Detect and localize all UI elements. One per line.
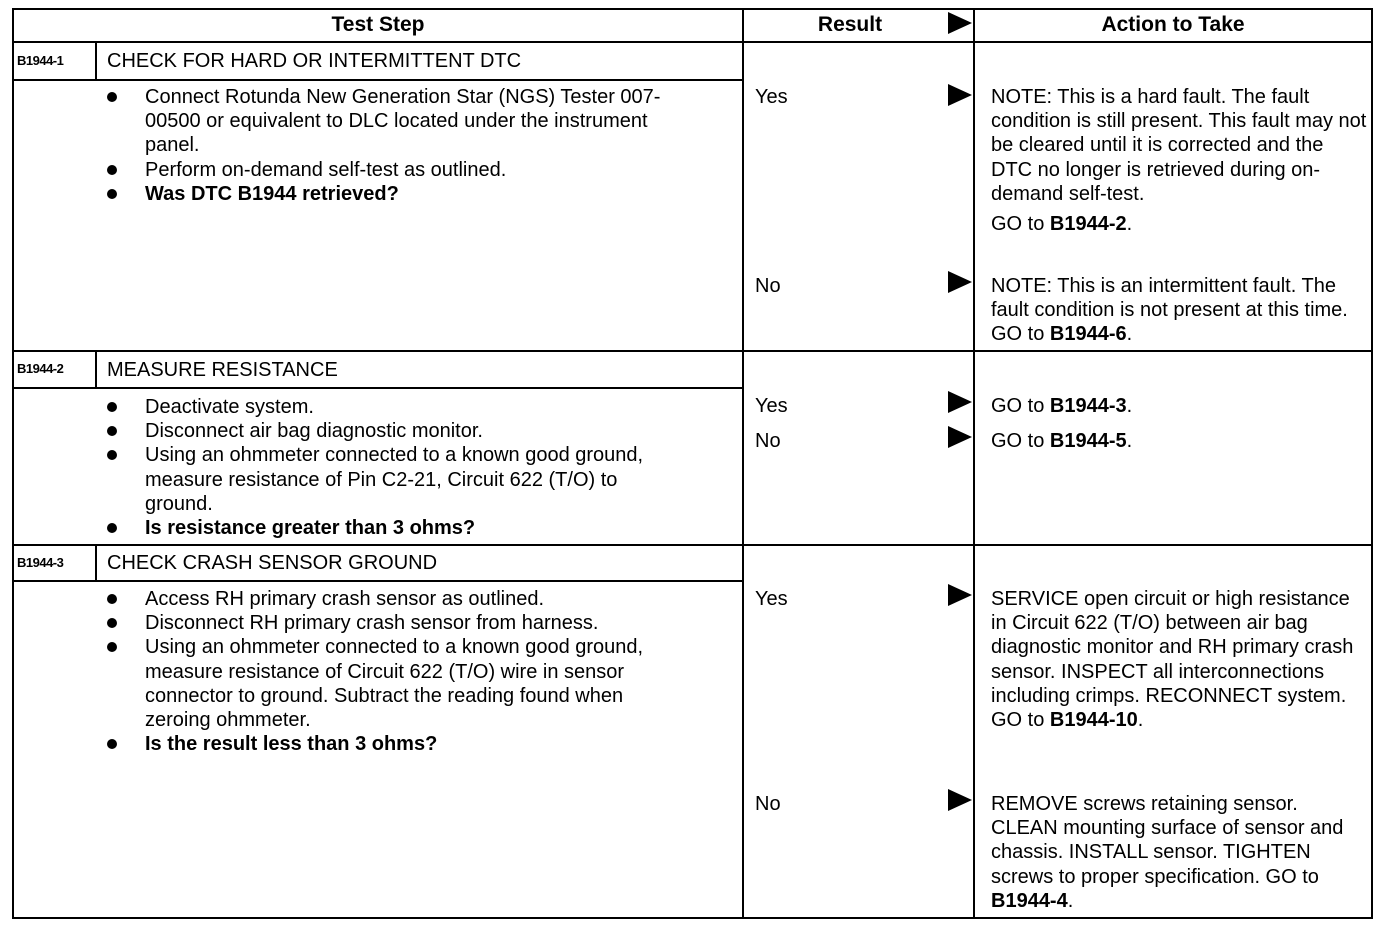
- header-test-step: Test Step: [331, 13, 425, 36]
- step-ref: B1944-2: [1049, 213, 1127, 236]
- step-ref: B1944-3: [1049, 395, 1127, 417]
- step-bullet: Access RH primary crash sensor as outlined.: [107, 587, 707, 611]
- step-title: CHECK CRASH SENSOR GROUND: [107, 552, 438, 574]
- action-text: [991, 792, 1369, 913]
- rule-col-result: [742, 8, 744, 919]
- rule-right: [1371, 8, 1373, 919]
- step-title: CHECK FOR HARD OR INTERMITTENT DTC: [107, 50, 522, 72]
- rule-code-2: [95, 350, 97, 389]
- action-line: SERVICE open circuit or high resistance in Circuit 622 (T/O) between air bag diagnostic monitor and RH primary crash sensor. INSPECT all interconnections including crimps. RECONNECT system. GO to B1944-10.: [991, 588, 1354, 732]
- step-code: B1944-2: [17, 361, 64, 376]
- step-bullet: Disconnect RH primary crash sensor from harness.: [107, 611, 707, 635]
- rule-title-1: [12, 79, 743, 81]
- step-bullet: Using an ohmmeter connected to a known good ground, measure resistance of Pin C2-21, Circuit 622 (T/O) to ground.: [107, 443, 707, 516]
- step-bullets: [107, 85, 707, 206]
- result-label: Yes: [755, 86, 788, 108]
- step-ref: B1944-5: [1049, 430, 1127, 452]
- rule-title-2: [12, 387, 743, 389]
- action-text: [991, 587, 1369, 732]
- rule-title-3: [12, 580, 743, 582]
- rule-step-2: [12, 350, 1373, 352]
- rule-col-action: [973, 8, 975, 919]
- rule-bottom: [12, 917, 1373, 919]
- rule-header-bottom: [12, 41, 1373, 43]
- step-question: Is resistance greater than 3 ohms?: [107, 516, 707, 540]
- arrow-right-icon: [948, 271, 972, 293]
- action-text: [991, 274, 1369, 347]
- action-line: GO to B1944-5.: [991, 430, 1133, 452]
- action-line: REMOVE screws retaining sensor. CLEAN mounting surface of sensor and chassis. INSTALL sensor. TIGHTEN screws to proper specification. GO to B1944-4.: [991, 793, 1344, 912]
- step-bullet: Using an ohmmeter connected to a known good ground, measure resistance of Circuit 622 (T/O) wire in sensor connector to ground. Subtract the reading found when zeroing ohmmeter.: [107, 635, 707, 732]
- step-question: Is the result less than 3 ohms?: [107, 732, 707, 756]
- action-line: GO to B1944-2.: [991, 213, 1133, 236]
- action-text: [991, 429, 1369, 453]
- step-bullets: [107, 587, 707, 756]
- rule-step-3: [12, 544, 1373, 546]
- arrow-right-icon: [948, 584, 972, 606]
- result-label: No: [755, 275, 781, 297]
- step-code: B1944-3: [17, 555, 64, 570]
- step-bullet: Disconnect air bag diagnostic monitor.: [107, 419, 707, 443]
- arrow-right-icon: [948, 84, 972, 106]
- action-line: NOTE: This is an intermittent fault. The fault condition is not present at this time. GO to B1944-6.: [991, 275, 1348, 346]
- arrow-right-icon: [948, 12, 972, 34]
- step-bullet: Connect Rotunda New Generation Star (NGS) Tester 007-00500 or equivalent to DLC located under the instrument panel.: [107, 85, 707, 158]
- action-text: [991, 85, 1369, 236]
- step-bullets: [107, 395, 707, 540]
- step-bullet: Deactivate system.: [107, 395, 707, 419]
- rule-code-3: [95, 544, 97, 582]
- arrow-right-icon: [948, 426, 972, 448]
- step-bullet: Perform on-demand self-test as outlined.: [107, 158, 707, 182]
- result-label: Yes: [755, 395, 788, 417]
- action-line: GO to B1944-3.: [991, 395, 1133, 417]
- rule-left: [12, 8, 14, 919]
- action-text: [991, 394, 1369, 418]
- step-ref: B1944-4: [991, 889, 1068, 912]
- result-label: No: [755, 793, 781, 815]
- arrow-right-icon: [948, 789, 972, 811]
- step-code: B1944-1: [17, 53, 64, 68]
- header-result: Result: [817, 13, 883, 36]
- rule-code-1: [95, 41, 97, 81]
- result-label: No: [755, 430, 781, 452]
- step-ref: B1944-6: [1049, 323, 1127, 346]
- step-title: MEASURE RESISTANCE: [107, 359, 338, 381]
- result-label: Yes: [755, 588, 788, 610]
- header-action: Action to Take: [1101, 13, 1245, 36]
- rule-top: [12, 8, 1373, 10]
- arrow-right-icon: [948, 391, 972, 413]
- step-ref: B1944-10: [1049, 709, 1138, 732]
- step-question: Was DTC B1944 retrieved?: [107, 182, 707, 206]
- action-line: NOTE: This is a hard fault. The fault condition is still present. This fault may not be cleared until it is corrected and the DTC no longer is retrieved during on-demand self-test.: [991, 86, 1367, 205]
